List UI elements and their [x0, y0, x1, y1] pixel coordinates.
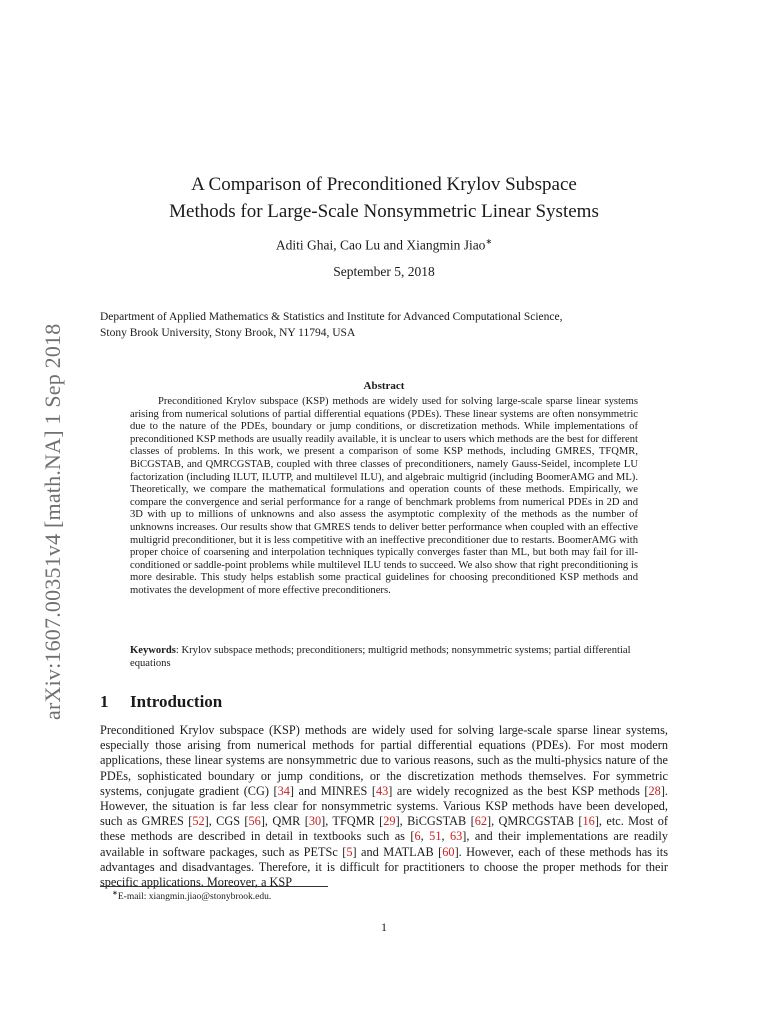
intro-text: ] and MINRES [: [289, 783, 376, 798]
intro-text: ], CGS [: [204, 814, 249, 829]
author-footnote-mark[interactable]: ∗: [485, 237, 493, 246]
authors: [100, 237, 668, 254]
footnote-rule: [100, 886, 328, 887]
citation-link[interactable]: 51: [429, 829, 442, 844]
intro-text: ], BiCGSTAB [: [395, 814, 475, 829]
citation-link[interactable]: 5: [346, 844, 353, 859]
intro-text: ]. However, the situation is far less clear for nonsymmetric systems. Various KSP methods have been developed, such as GMRES [: [100, 783, 668, 829]
intro-text: ]. However, each of these methods has its advantages and disadvantages. Therefore, it is difficult for practitioners to choose the proper methods for their specific applications. Moreover, a KSP: [100, 844, 668, 890]
intro-text: ], and their implementations are readily available in software packages, such as PETSc [: [100, 829, 669, 859]
section-number: 1: [100, 692, 109, 711]
footnote: [112, 889, 271, 902]
intro-text: ], QMR [: [260, 814, 309, 829]
affiliation-line-2: Stony Brook University, Stony Brook, NY 11794, USA: [100, 327, 356, 339]
paper-title: [100, 171, 668, 225]
intro-text: Preconditioned Krylov subspace (KSP) methods are widely used for solving large-scale sparse linear systems, especially those arising from numerical methods for partial differential equations (PDEs). For most modern applications, these linear systems are nonsymmetric due to various reasons, such as the multi-physics nature of the PDEs, sophisticated boundary or jump conditions, or the discretization methods themselves. For symmetric systems, conjugate gradient (CG) [: [100, 723, 668, 798]
title-line-1: A Comparison of Preconditioned Krylov Subspace: [191, 174, 577, 195]
citation-link[interactable]: 30: [308, 814, 322, 829]
affiliation: [100, 309, 670, 341]
affiliation-line-1: Department of Applied Mathematics & Statistics and Institute for Advanced Computational Science,: [100, 311, 563, 323]
citation-link[interactable]: 63: [449, 829, 463, 844]
keywords-text: : Krylov subspace methods; preconditioners; multigrid methods; nonsymmetric systems; partial differential equations: [130, 645, 631, 669]
citation-link[interactable]: 43: [375, 783, 389, 798]
intro-text: ], TFQMR [: [321, 814, 384, 829]
citation-link[interactable]: 6: [414, 829, 421, 844]
page-number: 1: [381, 920, 387, 934]
section-title: Introduction: [130, 692, 223, 711]
citation-link[interactable]: 52: [192, 814, 205, 829]
footnote-text: E-mail: xiangmin.jiao@stonybrook.edu.: [117, 892, 272, 903]
title-line-2: Methods for Large-Scale Nonsymmetric Linear Systems: [169, 201, 599, 222]
citation-link[interactable]: 28: [648, 783, 661, 798]
intro-text: ] are widely recognized as the best KSP methods [: [388, 783, 649, 798]
citation-link[interactable]: 60: [442, 844, 455, 859]
citation-link[interactable]: 16: [582, 814, 595, 829]
abstract-heading: Abstract: [363, 380, 405, 392]
intro-text: ], etc. Most of these methods are described in detail in textbooks such as [: [100, 814, 669, 844]
intro-text: ,: [441, 829, 450, 844]
footnote-mark: ∗: [112, 889, 118, 897]
keywords: [130, 645, 638, 670]
citation-link[interactable]: 62: [474, 814, 487, 829]
abstract-text: Preconditioned Krylov subspace (KSP) methods are widely used for solving large-scale sparse linear systems arising from numerical solutions of partial differential equations (PDEs). These linear systems are often nonsymmetric due to the nature of the PDEs, boundary or jump conditions, or discretization methods. While implementations of preconditioned KSP methods are usually readily available, it is unclear to users which methods are the best for different classes of problems. In this work, we present a comparison of some KSP methods, including GMRES, TFQMR, BiCGSTAB, and QMRCGSTAB, coupled with three classes of preconditioners, namely Gauss-Seidel, incomplete LU factorization (including ILUT, ILUTP, and multilevel ILU), and algebraic multigrid (including BoomerAMG and ML). Theoretically, we compare the mathematical formulations and operation counts of these methods. Empirically, we compare the convergence and serial performance for a range of benchmark problems from numerical PDEs in 2D and 3D with up to millions of unknowns and also assess the asymptotic complexity of the methods as the number of unknowns increases. Our results show that GMRES tends to deliver better performance when coupled with an effective multigrid preconditioner, but it is less competitive with an ineffective preconditioner due to restarts. BoomerAMG with proper choice of coarsening and interpolation techniques typically converges faster than ML, but both may fail for ill-conditioned or saddle-point problems while multilevel ILU tends to succeed. We also show that right preconditioning is more desirable. This study helps establish some practical guidelines for choosing preconditioned KSP methods and motivates the development of more effective preconditioners.: [130, 396, 638, 596]
arxiv-stamp: arXiv:1607.00351v4 [math.NA] 1 Sep 2018: [40, 323, 65, 720]
section-heading: [100, 692, 222, 712]
intro-text: ], QMRCGSTAB [: [487, 814, 583, 829]
citation-link[interactable]: 29: [383, 814, 396, 829]
citation-link[interactable]: 34: [277, 783, 290, 798]
author-names: Aditi Ghai, Cao Lu and Xiangmin Jiao: [275, 237, 486, 253]
intro-paragraph: [100, 723, 668, 890]
paper-date: September 5, 2018: [333, 264, 435, 279]
citation-link[interactable]: 56: [248, 814, 261, 829]
keywords-label: Keywords: [130, 645, 176, 656]
intro-text: ] and MATLAB [: [352, 844, 443, 859]
intro-text: ,: [420, 829, 430, 844]
